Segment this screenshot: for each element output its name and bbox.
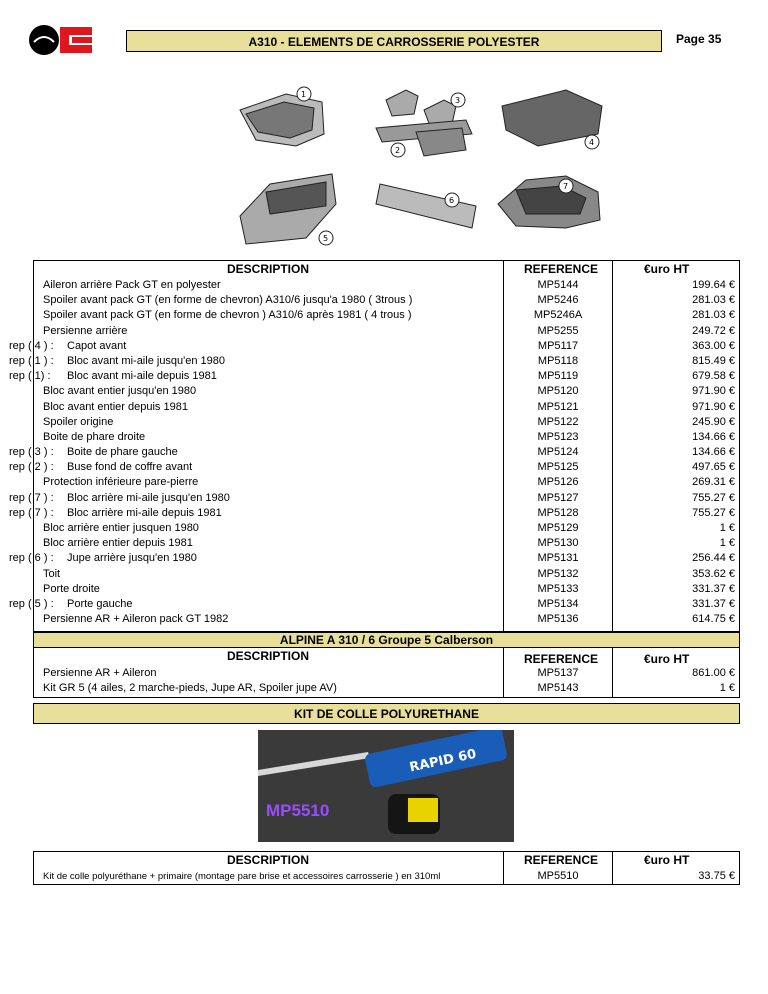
row-reference: MP5131 [537,552,579,565]
row-description: Toit [43,567,61,580]
label-1: 1 [301,90,307,99]
row-reference: MP5126 [537,476,579,489]
row-price: 281.03 € [692,294,735,307]
table-row [34,567,739,582]
row-reference: MP5127 [537,491,579,504]
row-rep-number: rep ( 7 ) : [9,506,54,519]
row-price: 199.64 € [692,279,735,291]
row-reference: MP5255 [537,324,579,337]
col-reference: REFERENCE [524,652,599,666]
row-price: 1 € [719,537,735,550]
row-reference: MP5137 [537,667,579,679]
row-reference: MP5120 [537,385,579,398]
row-reference: MP5124 [537,446,579,459]
table-row [9,339,739,354]
table-row [34,612,739,627]
section2-title: ALPINE A 310 / 6 Groupe 5 Calberson [33,632,740,648]
page-number: Page 35 [676,32,722,46]
col-description: DESCRIPTION [227,262,310,276]
row-rep-number: rep ( 7 ) : [9,491,54,504]
row-description: Porte gauche [67,597,133,610]
row-description: Porte droite [43,582,100,595]
table-row [34,400,739,415]
row-reference: MP5134 [537,597,579,610]
col-reference: REFERENCE [524,853,599,867]
table-header [34,261,739,278]
row-price: 815.49 € [692,354,735,367]
row-description: Bloc avant mi-aile jusqu'en 1980 [67,354,226,367]
row-reference: MP5122 [537,415,579,428]
row-description: Bloc arrière entier depuis 1981 [43,537,193,550]
label-4: 4 [589,138,595,147]
label-7: 7 [563,182,569,191]
row-price: 971.90 € [692,385,735,398]
row-price: 134.66 € [692,430,735,443]
table-row [34,475,739,490]
table-row [34,278,739,293]
row-description: Spoiler avant pack GT (en forme de chevron ) A310/6 après 1981 ( 4 trous ) [43,309,412,322]
table-header [34,648,739,665]
table-row [9,369,739,384]
row-price: 245.90 € [692,415,735,428]
section3-title: KIT DE COLLE POLYURETHANE [33,703,740,724]
row-reference: MP5246 [537,294,579,307]
table-row [34,582,739,597]
row-rep-number: rep ( 5 ) : [9,597,54,610]
row-reference: MP5123 [537,430,579,443]
brand-logo [28,24,94,56]
row-description: Bloc avant entier depuis 1981 [43,400,188,413]
table-row [9,445,739,460]
row-rep-number: rep ( 6 ) : [9,552,54,565]
row-description: Aileron arrière Pack GT en polyester [43,279,221,291]
row-reference: MP5246A [533,309,583,322]
row-price: 331.37 € [692,582,735,595]
row-price: 249.72 € [692,324,735,337]
row-price: 281.03 € [692,309,735,322]
row-reference: MP5132 [537,567,579,580]
row-description: Boite de phare droite [43,430,146,443]
table-row [34,324,739,339]
table-body [9,278,739,627]
row-rep-number: rep ( 3 ) : [9,446,54,459]
row-description: Spoiler origine [43,415,114,428]
row-price: 497.65 € [692,461,735,474]
table-row [9,506,739,521]
row-description: Protection inférieure pare-pierre [43,476,199,489]
row-price: 614.75 € [692,613,735,626]
row-price: 134.66 € [692,446,735,459]
page-title: A310 - ELEMENTS DE CARROSSERIE POLYESTER [126,30,662,52]
row-description: Bloc arrière mi-aile depuis 1981 [67,506,222,519]
table-row [34,293,739,308]
row-description: Jupe arrière jusqu'en 1980 [67,552,197,565]
row-reference: MP5144 [537,279,579,291]
row-description: Bloc arrière mi-aile jusqu'en 1980 [67,491,230,504]
row-reference: MP5136 [537,613,579,626]
table-row [9,551,739,566]
row-price: 256.44 € [692,552,735,565]
col-price: €uro HT [644,262,690,276]
row-reference: MP5510 [537,870,579,882]
body-parts-illustration [226,80,616,252]
row-price: 861.00 € [692,667,735,679]
row-description: Bloc arrière entier jusquen 1980 [43,522,199,534]
label-3: 3 [455,96,461,105]
table-row [9,597,739,612]
table-body [34,869,739,884]
row-price: 331.37 € [692,597,735,610]
row-description: Persienne AR + Aileron pack GT 1982 [43,613,229,626]
row-reference: MP5117 [537,339,579,352]
row-description: Persienne AR + Aileron [43,667,157,679]
row-rep-number: rep ( 2 ) : [9,461,54,474]
row-reference: MP5130 [537,537,579,550]
row-description: Bloc avant entier jusqu'en 1980 [43,385,197,398]
photo-ref-label: MP5510 [266,801,330,820]
row-reference: MP5118 [537,354,579,367]
row-reference: MP5133 [537,582,579,595]
table-row [9,491,739,506]
label-6: 6 [449,196,455,205]
col-price: €uro HT [644,853,690,867]
glue-table [33,851,740,885]
col-description: DESCRIPTION [227,649,310,663]
glue-kit-photo [258,730,514,842]
gr5-table [33,648,740,698]
label-5: 5 [323,234,329,243]
table-header [34,852,739,869]
table-body [34,666,739,696]
row-reference: MP5119 [537,370,579,383]
table-row [34,415,739,430]
row-price: 1 € [719,682,735,695]
row-reference: MP5121 [537,400,579,413]
row-price: 755.27 € [692,506,735,519]
row-description: Buse fond de coffre avant [67,461,193,474]
row-price: 1 € [719,522,735,534]
table-row [34,521,739,536]
row-description: Spoiler avant pack GT (en forme de chevron) A310/6 jusqu'a 1980 ( 3trous ) [43,294,413,307]
row-price: 971.90 € [692,400,735,413]
table-row [34,536,739,551]
table-row [34,308,739,323]
row-price: 33.75 € [698,870,735,882]
row-description: Kit de colle polyuréthane + primaire (montage pare brise et accessoires carrosserie ) en 310ml [43,871,441,882]
row-reference: MP5128 [537,506,579,519]
row-rep-number: rep ( 4 ) : [9,339,54,352]
label-2: 2 [395,146,401,155]
main-parts-table [9,260,740,632]
row-rep-number: rep ( 1 ) : [9,354,54,367]
row-price: 755.27 € [692,491,735,504]
table-row [34,430,739,445]
row-description: Kit GR 5 (4 ailes, 2 marche-pieds, Jupe AR, Spoiler jupe AV) [43,682,337,695]
table-row [9,354,739,369]
table-row [34,681,739,696]
glue-kit-graphic [258,730,514,842]
row-rep-number: rep ( 1) : [9,370,51,383]
table-row [34,869,739,884]
row-reference: MP5143 [537,682,579,695]
col-reference: REFERENCE [524,262,599,276]
glue-brand-label: RAPID 60 [408,746,478,776]
table-row [9,460,739,475]
row-price: 363.00 € [692,339,735,352]
row-price: 353.62 € [692,567,735,580]
row-price: 269.31 € [692,476,735,489]
row-description: Boite de phare gauche [67,446,178,459]
table-row [34,384,739,399]
col-description: DESCRIPTION [227,853,310,867]
row-price: 679.58 € [692,370,735,383]
table-row [34,666,739,681]
row-reference: MP5125 [537,461,579,474]
row-description: Bloc avant mi-aile depuis 1981 [67,370,217,383]
col-price: €uro HT [644,652,690,666]
row-reference: MP5129 [537,522,579,534]
row-description: Persienne arrière [43,324,128,337]
row-description: Capot avant [67,339,127,352]
